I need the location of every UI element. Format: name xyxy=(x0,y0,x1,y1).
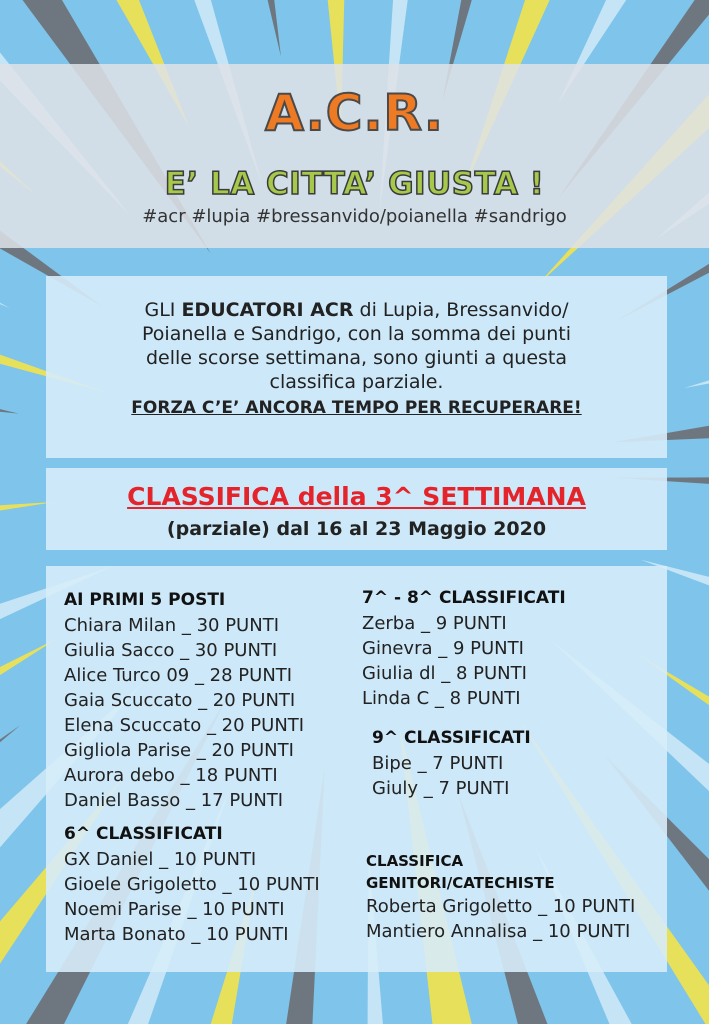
entry-list xyxy=(64,847,320,947)
ranking-entry: Linda C _ 8 PUNTI xyxy=(362,688,521,709)
ranking-entry: Gigliola Parise _ 20 PUNTI xyxy=(64,740,294,761)
ranking-entry: Gaia Scuccato _ 20 PUNTI xyxy=(64,690,296,711)
intro-line-3: delle scorse settimana, sono giunti a questa xyxy=(145,347,567,369)
ranking-entry: Ginevra _ 9 PUNTI xyxy=(362,638,524,659)
group-title: 9^ CLASSIFICATI xyxy=(372,728,531,748)
ranking-entry: Alice Turco 09 _ 28 PUNTI xyxy=(64,665,293,686)
week-box xyxy=(46,468,667,550)
entry-list xyxy=(366,894,635,944)
ranking-entry: Chiara Milan _ 30 PUNTI xyxy=(64,615,279,636)
group-ninth xyxy=(372,726,531,801)
ranking-entry: Giuly _ 7 PUNTI xyxy=(372,778,510,799)
entry-list xyxy=(64,613,304,813)
header-banner xyxy=(0,64,709,248)
entry-list xyxy=(372,751,531,801)
intro-line-2: Poianella e Sandrigo, con la somma dei punti xyxy=(142,323,571,345)
ranking-entry: Mantiero Annalisa _ 10 PUNTI xyxy=(366,921,631,942)
week-dates: (parziale) dal 16 al 23 Maggio 2020 xyxy=(166,518,547,540)
group-title-line-2: GENITORI/CATECHISTE xyxy=(366,874,555,892)
intro-box xyxy=(46,276,667,458)
intro-line-1-suffix: di Lupia, Bressanvido/ xyxy=(353,299,569,321)
ranking-entry: Giulia Sacco _ 30 PUNTI xyxy=(64,640,278,661)
ranking-entry: Marta Bonato _ 10 PUNTI xyxy=(64,924,289,945)
ranking-box xyxy=(46,566,667,972)
ranking-entry: Bipe _ 7 PUNTI xyxy=(372,753,504,774)
ranking-entry: GX Daniel _ 10 PUNTI xyxy=(64,849,257,870)
intro-emphasis: FORZA C’E’ ANCORA TEMPO PER RECUPERARE! xyxy=(131,398,582,418)
group-title-line-1: CLASSIFICA xyxy=(366,852,464,870)
ranking-entry: Gioele Grigoletto _ 10 PUNTI xyxy=(64,874,320,895)
group-seventh-eighth xyxy=(362,586,566,711)
group-parents xyxy=(366,850,635,944)
page-title: A.C.R. xyxy=(265,84,444,142)
page-subtitle: E’ LA CITTA’ GIUSTA ! xyxy=(164,166,545,202)
ranking-entry: Roberta Grigoletto _ 10 PUNTI xyxy=(366,896,636,917)
intro-line-1 xyxy=(46,298,667,322)
group-title: 6^ CLASSIFICATI xyxy=(64,824,223,844)
group-top5 xyxy=(64,588,304,813)
group-title: AI PRIMI 5 POSTI xyxy=(64,590,226,610)
group-sixth xyxy=(64,822,320,947)
ranking-entry: Daniel Basso _ 17 PUNTI xyxy=(64,790,284,811)
ranking-entry: Giulia dl _ 8 PUNTI xyxy=(362,663,527,684)
group-title: 7^ - 8^ CLASSIFICATI xyxy=(362,588,566,608)
intro-line-4: classifica parziale. xyxy=(269,371,444,393)
entry-list xyxy=(362,611,566,711)
hashtags: #acr #lupia #bressanvido/poianella #sandrigo xyxy=(142,206,567,227)
ranking-entry: Noemi Parise _ 10 PUNTI xyxy=(64,899,285,920)
intro-educators: EDUCATORI ACR xyxy=(181,299,354,321)
ranking-entry: Elena Scuccato _ 20 PUNTI xyxy=(64,715,305,736)
ranking-entry: Zerba _ 9 PUNTI xyxy=(362,613,507,634)
ranking-entry: Aurora debo _ 18 PUNTI xyxy=(64,765,278,786)
intro-line-1-prefix: GLI xyxy=(144,299,182,321)
week-title: CLASSIFICA della 3^ SETTIMANA xyxy=(127,482,586,511)
